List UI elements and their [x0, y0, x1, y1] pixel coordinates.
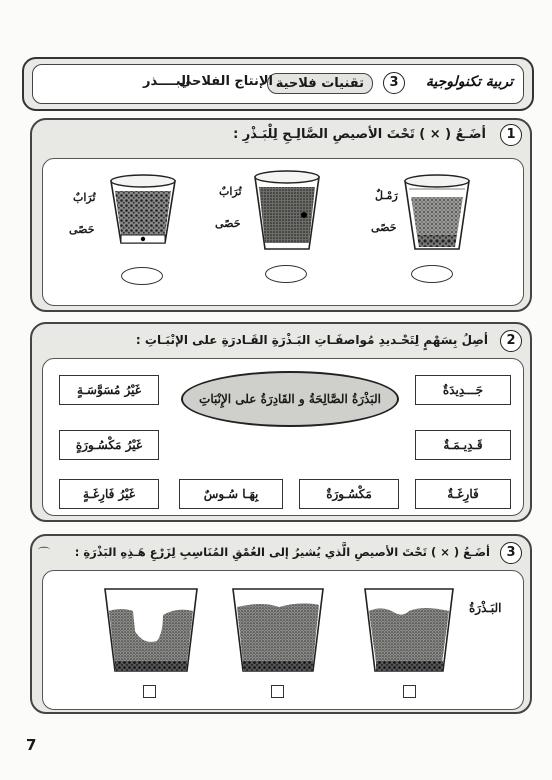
checkbox-pot-depth-left[interactable]: [143, 685, 156, 698]
pot-depth-left: [105, 589, 197, 671]
exercise-2-number: 2: [500, 330, 522, 352]
pot-soil-bottom-hole-bottom-label: حَصًى: [69, 223, 95, 236]
word-empty[interactable]: فَارِغَـةٌ: [415, 479, 511, 509]
exercise-2-section: [30, 322, 532, 522]
exercise-1-number: 1: [500, 124, 522, 146]
lesson-header: [22, 57, 534, 111]
exercise-2-matching-box: [42, 358, 524, 516]
pot-sand-top-label: رَمْـلٌ: [375, 189, 398, 202]
answer-oval-pot-sand[interactable]: [411, 265, 453, 283]
word-not-empty[interactable]: غَيْرُ فَارِغَـةٍ: [59, 479, 159, 509]
exercise-3-instruction: أضَـعُ ( × ) تَحْتَ الأصيصِ الَّذي يُشيرُ إلى العُمْقِ المُنَاسِبِ لِزَرْعِ هَـذِهِ البَذْرَةِ :: [74, 545, 490, 559]
header-inner-box: [32, 64, 524, 104]
page-number: 7: [26, 736, 37, 754]
pot-sand-bottom-label: حَصًى: [371, 221, 397, 234]
word-old[interactable]: قَـدِيـمَـةٌ: [415, 430, 511, 460]
subject-title: تربية تكنولوجية: [425, 74, 513, 90]
pot-depth-right: [365, 589, 453, 671]
seed-icon: ⌒: [38, 546, 51, 560]
pot-soil-bottom-hole-image: [105, 169, 181, 255]
pot-soil-hole-image: [249, 165, 325, 253]
exercise-2-instruction: أصِلُ بِسَهْمٍ لِتَحْـديدِ مُواصفَـاتِ البَـذْرَةِ القَـادرَةِ على الإنْبَـاتِ :: [135, 333, 488, 347]
lesson-number-badge: 3: [383, 72, 405, 94]
pot-soil-hole-bottom-label: حَصًى: [215, 217, 241, 230]
seed-label: البَـذْرَةُ: [469, 601, 502, 615]
word-broken[interactable]: مَكْسُـورَةٌ: [299, 479, 399, 509]
exercise-1-section: [30, 118, 532, 312]
answer-oval-pot-soil-hole[interactable]: [265, 265, 307, 283]
exercise-1-instruction: أضَـعُ ( × ) تَحْتَ الأصيصِ الصَّالِـحِ لِلْبَـذْرِ :: [233, 127, 486, 142]
depth-pots-illustration: [43, 571, 525, 711]
pot-sand-image: [399, 167, 475, 253]
word-not-broken[interactable]: غَيْرُ مَكْسُـورَةٍ: [59, 430, 159, 460]
exercise-3-pots-box: [42, 570, 524, 710]
lesson-title: الإنتاج الفلاحي: [178, 74, 273, 89]
answer-oval-pot-soil-bottom-hole[interactable]: [121, 267, 163, 285]
lesson-topic: البــــذر: [143, 74, 191, 89]
word-infested[interactable]: بِهَـا سُـوسٌ: [179, 479, 283, 509]
pot-soil-bottom-hole-top-label: تُرَابٌ: [73, 191, 96, 204]
exercise-3-section: [30, 534, 532, 714]
pot-soil-hole-top-label: تُرَابٌ: [219, 185, 242, 198]
checkbox-pot-depth-right[interactable]: [403, 685, 416, 698]
exercise-3-number: 3: [500, 542, 522, 564]
pot-depth-middle: [233, 589, 323, 671]
word-new[interactable]: جَـــدِيدَةٌ: [415, 375, 511, 405]
word-not-infested[interactable]: غَيْرُ مُسَوَّسَـةٍ: [59, 375, 159, 405]
checkbox-pot-depth-middle[interactable]: [271, 685, 284, 698]
lesson-pill: تقنيات فلاحية: [267, 73, 373, 94]
exercise-1-pots-box: [42, 158, 524, 306]
target-good-seed[interactable]: البَذْرَةُ الصَّالِحَةُ و القَادِرَةُ على الإِنْبَاتِ: [181, 371, 399, 427]
